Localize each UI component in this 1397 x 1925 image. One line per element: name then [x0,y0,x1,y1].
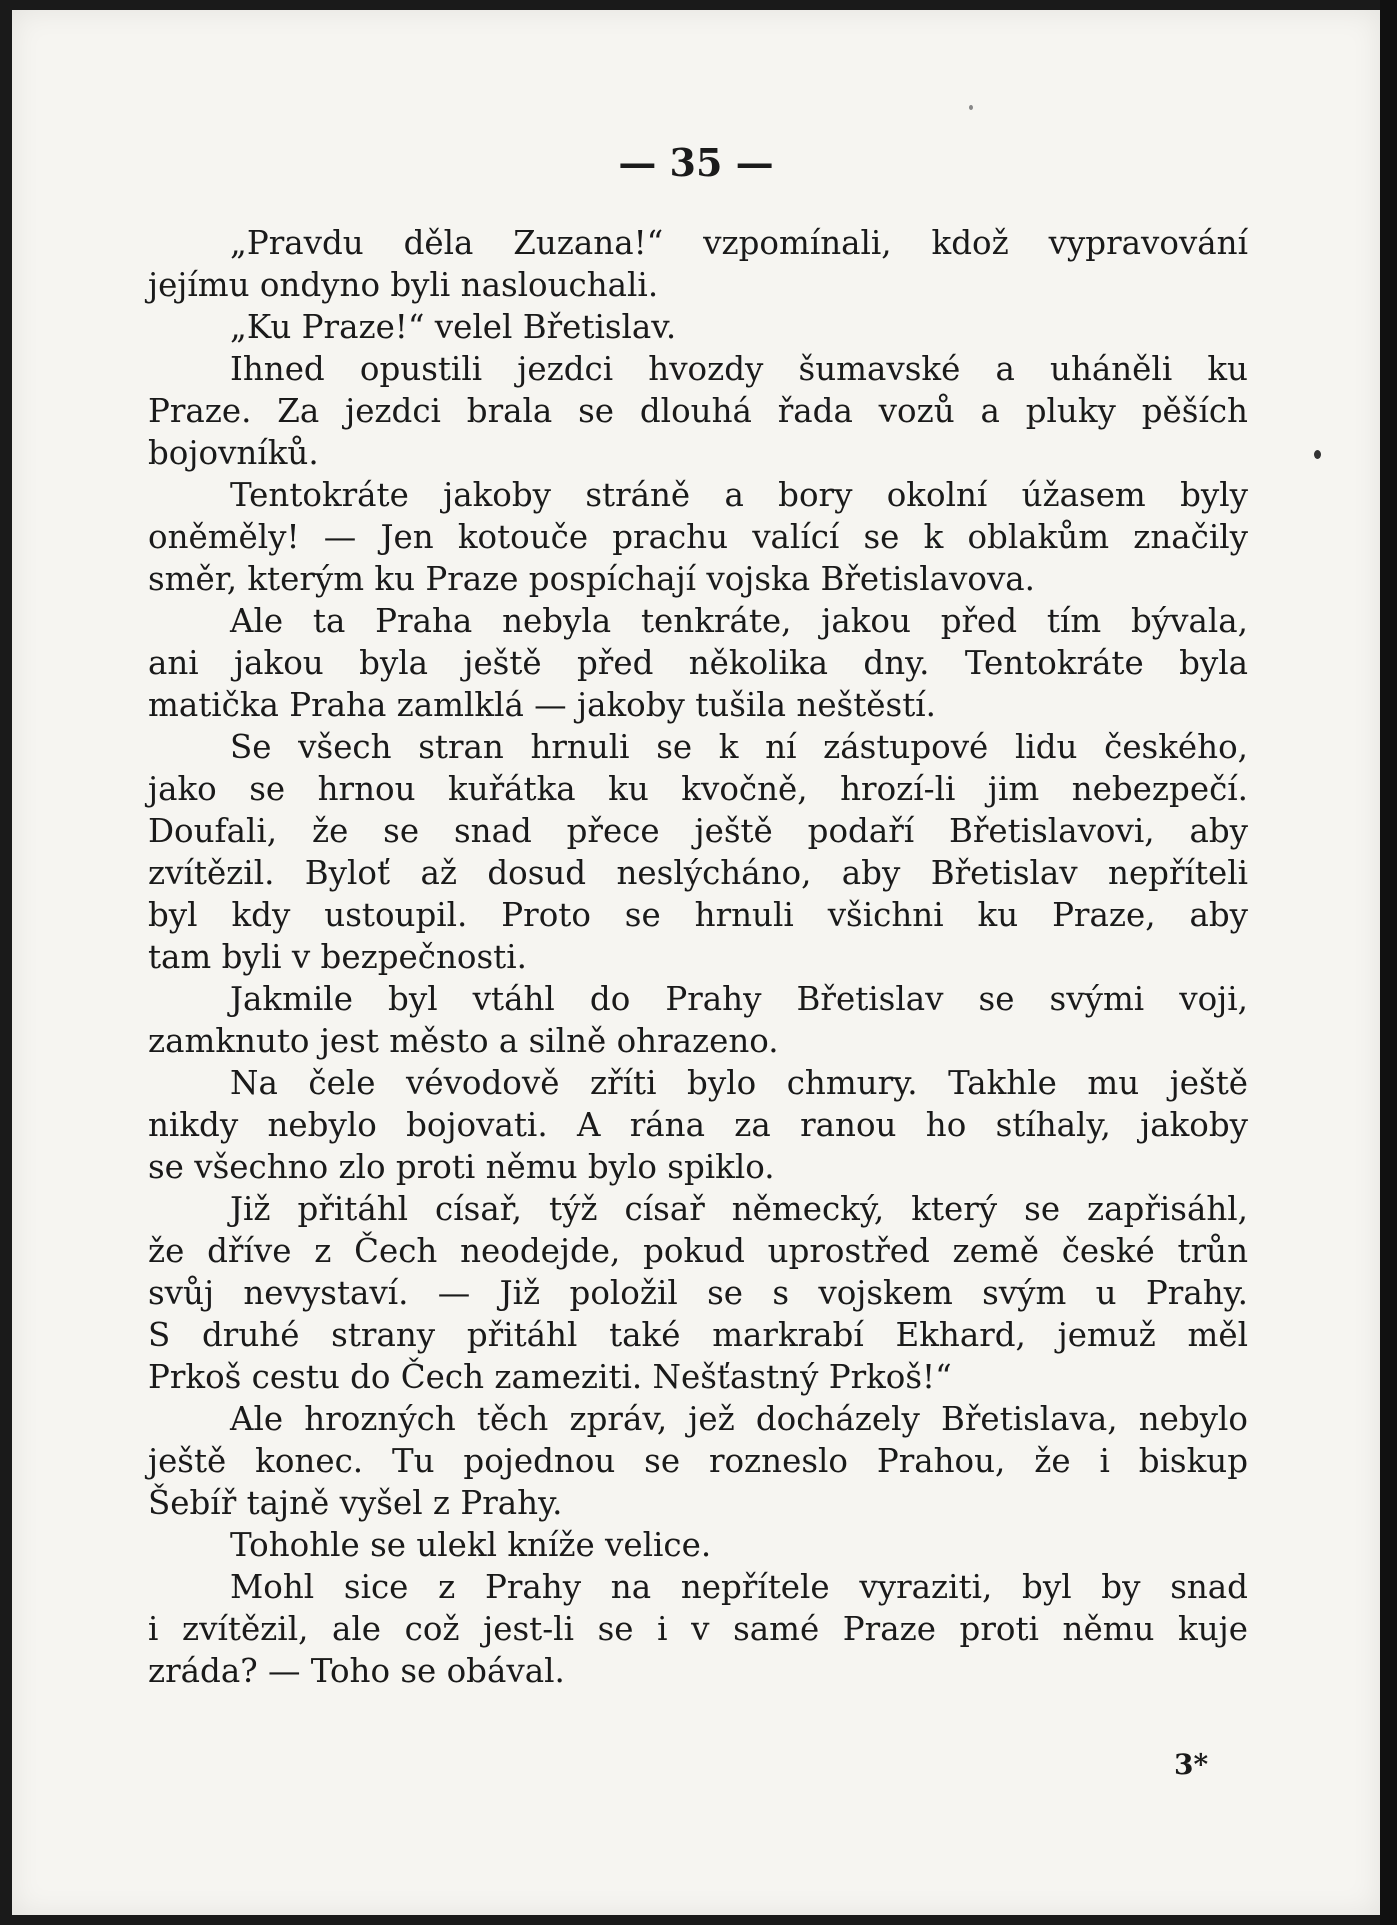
text-line: jejímu ondyno byli naslouchali. [148,266,659,304]
text-line: ještě konec. Tu pojednou se rozneslo Prahou, že i biskup [148,1442,1248,1480]
text-line: nikdy nebylo bojovati. A rána za ranou ho stíhaly, jakoby [148,1106,1248,1144]
ink-speck [1314,450,1321,459]
text-line: „Ku Praze!“ velel Břetislav. [230,308,677,346]
text-line: jako se hrnou kuřátka ku kvočně, hrozí-li jim nebezpečí. [148,770,1248,808]
text-line: Jakmile byl vtáhl do Prahy Břetislav se svými voji, [230,980,1248,1018]
text-line: oněměly! — Jen kotouče prachu valící se k oblakům značily [148,518,1248,556]
text-line: že dříve z Čech neodejde, pokud uprostřed země české trůn [148,1232,1248,1270]
text-line: ani jakou byla ještě před několika dny. Tentokráte byla [148,644,1248,682]
text-line: i zvítězil, ale což jest-li se i v samé Praze proti němu kuje [148,1610,1248,1648]
text-line: matička Praha zamlklá — jakoby tušila neštěstí. [148,686,936,724]
text-line: bojovníků. [148,434,319,472]
text-line: byl kdy ustoupil. Proto se hrnuli všichni ku Praze, aby [148,896,1248,934]
text-line: Tohohle se ulekl kníže velice. [230,1526,712,1564]
text-line: Prkoš cestu do Čech zameziti. Nešťastný Prkoš!“ [148,1358,952,1396]
text-line: zráda? — Toho se obával. [148,1652,565,1690]
text-line: Se všech stran hrnuli se k ní zástupové lidu českého, [230,728,1248,766]
text-line: Tentokráte jakoby stráně a bory okolní úžasem byly [230,476,1248,514]
text-line: Šebíř tajně vyšel z Prahy. [148,1484,563,1522]
scan-edge [1380,0,1397,1925]
book-page [12,10,1380,1915]
text-line: Doufali, že se snad přece ještě podaří Břetislavovi, aby [148,812,1248,850]
text-line: „Pravdu děla Zuzana!“ vzpomínali, kdož vypravování [230,224,1248,262]
body-text [148,222,1248,1692]
text-line: S druhé strany přitáhl také markrabí Ekhard, jemuž měl [148,1316,1248,1354]
page-number: — 35 — [618,140,774,185]
text-line: Ihned opustili jezdci hvozdy šumavské a uháněli ku [230,350,1248,388]
text-line: Mohl sice z Prahy na nepřítele vyraziti, byl by snad [230,1568,1248,1606]
text-line: Ale hrozných těch zpráv, jež docházely Břetislava, nebylo [230,1400,1248,1438]
text-line: Na čele vévodově zříti bylo chmury. Takhle mu ještě [230,1064,1248,1102]
text-line: směr, kterým ku Praze pospíchají vojska Břetislavova. [148,560,1036,598]
text-line: svůj nevystaví. — Již položil se s vojskem svým u Prahy. [148,1274,1248,1312]
signature-mark: 3* [1174,1748,1209,1781]
text-line: zamknuto jest město a silně ohrazeno. [148,1022,779,1060]
text-line: se všechno zlo proti němu bylo spiklo. [148,1148,775,1186]
text-line: tam byli v bezpečnosti. [148,938,527,976]
text-line: Ale ta Praha nebyla tenkráte, jakou před tím bývala, [230,602,1248,640]
text-line: Již přitáhl císař, týž císař německý, který se zapřisáhl, [230,1190,1248,1228]
text-line: Praze. Za jezdci brala se dlouhá řada vozů a pluky pěších [148,392,1248,430]
text-line: zvítězil. Byloť až dosud neslýcháno, aby Břetislav nepříteli [148,854,1248,892]
ink-speck [969,105,973,110]
